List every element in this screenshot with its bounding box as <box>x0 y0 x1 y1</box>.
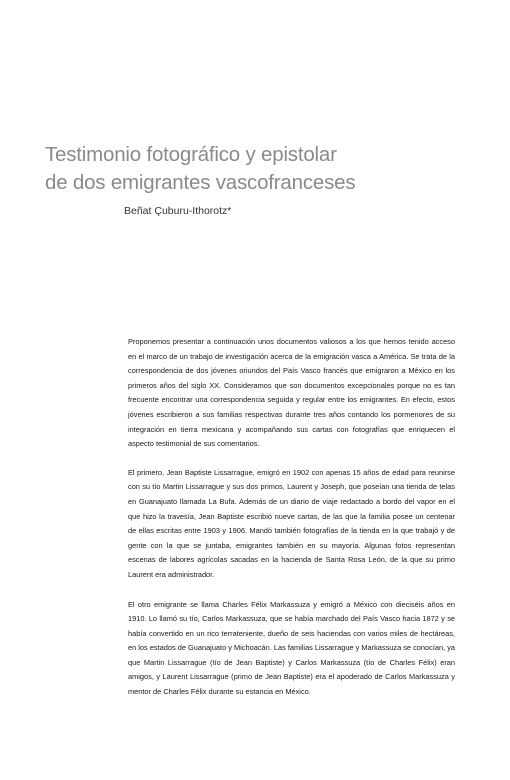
article-title-line-2: de dos emigrantes vascofranceses <box>45 171 356 194</box>
article-title-line-1: Testimonio fotográfico y epistolar <box>45 143 337 166</box>
body-paragraph-1: Proponemos presentar a continuación unos documentos valiosos a los que hemos tenido acceso en el marco de un trabajo de investigación acerca de la emigración vasca a América. Se trata de la correspondencia de dos jóvenes oriundos del País Vasco francés que emigraron a México en los primeros años del siglo XX. Consideramos que son documentos excepcionales porque no es tan frecuente encontrar una correspondencia seguida y regular entre los emigrantes. En efecto, estos jóvenes escribieron a sus familias respectivas durante tres años contando los pormenores de su integración en tierra mexicana y acompañando sus cartas con fotografías que enriquecen el aspecto testimonial de sus comentarios. <box>128 337 455 449</box>
article-title <box>45 141 485 197</box>
body-paragraph-2: El primero, Jean Baptiste Lissarrague, emigró en 1902 con apenas 15 años de edad para reunirse con su tío Martin Lissarrague y sus dos primos, Laurent y Joseph, que poseían una tienda de telas en Guanajuato llamada La Bufa. Además de un diario de viaje redactado a bordo del vapor en el que hizo la travesía, Jean Baptiste escribió nueve cartas, de las que la familia posee un centenar de ellas escritas entre 1903 y 1906. Mandó también fotografías de la tienda en la que trabajó y de gente con la que se juntaba, emigrantes también en su mayoría. Algunas fotos representan escenas de labores agrícolas sacadas en la hacienda de Santa Rosa León, de la que su primo Laurent era administrador. <box>128 467 455 579</box>
body-paragraph-3: El otro emigrante se llama Charles Félix Markassuza y emigró a México con dieciséis años en 1910. Lo llamó su tío, Carlos Markassuza, que se había marchado del País Vasco hacia 1872 y se había convertido en un rico terrateniente, dueño de seis haciendas con varios miles de hectáreas, en los estados de Guanajuato y Michoacán. Las familias Lissarrague y Markassuza se conocían, ya que Martin Lissarrague (tío de Jean Baptiste) y Carlos Markassuza (tío de Charles Félix) eran amigos, y Laurent Lissarrague (primo de Jean Baptiste) era el apoderado de Carlos Markassuza y mentor de Charles Félix durante su estancia en México. <box>128 599 456 697</box>
article-body <box>128 335 455 714</box>
article-author: Beñat Çuburu-Ithorotz* <box>124 205 232 217</box>
